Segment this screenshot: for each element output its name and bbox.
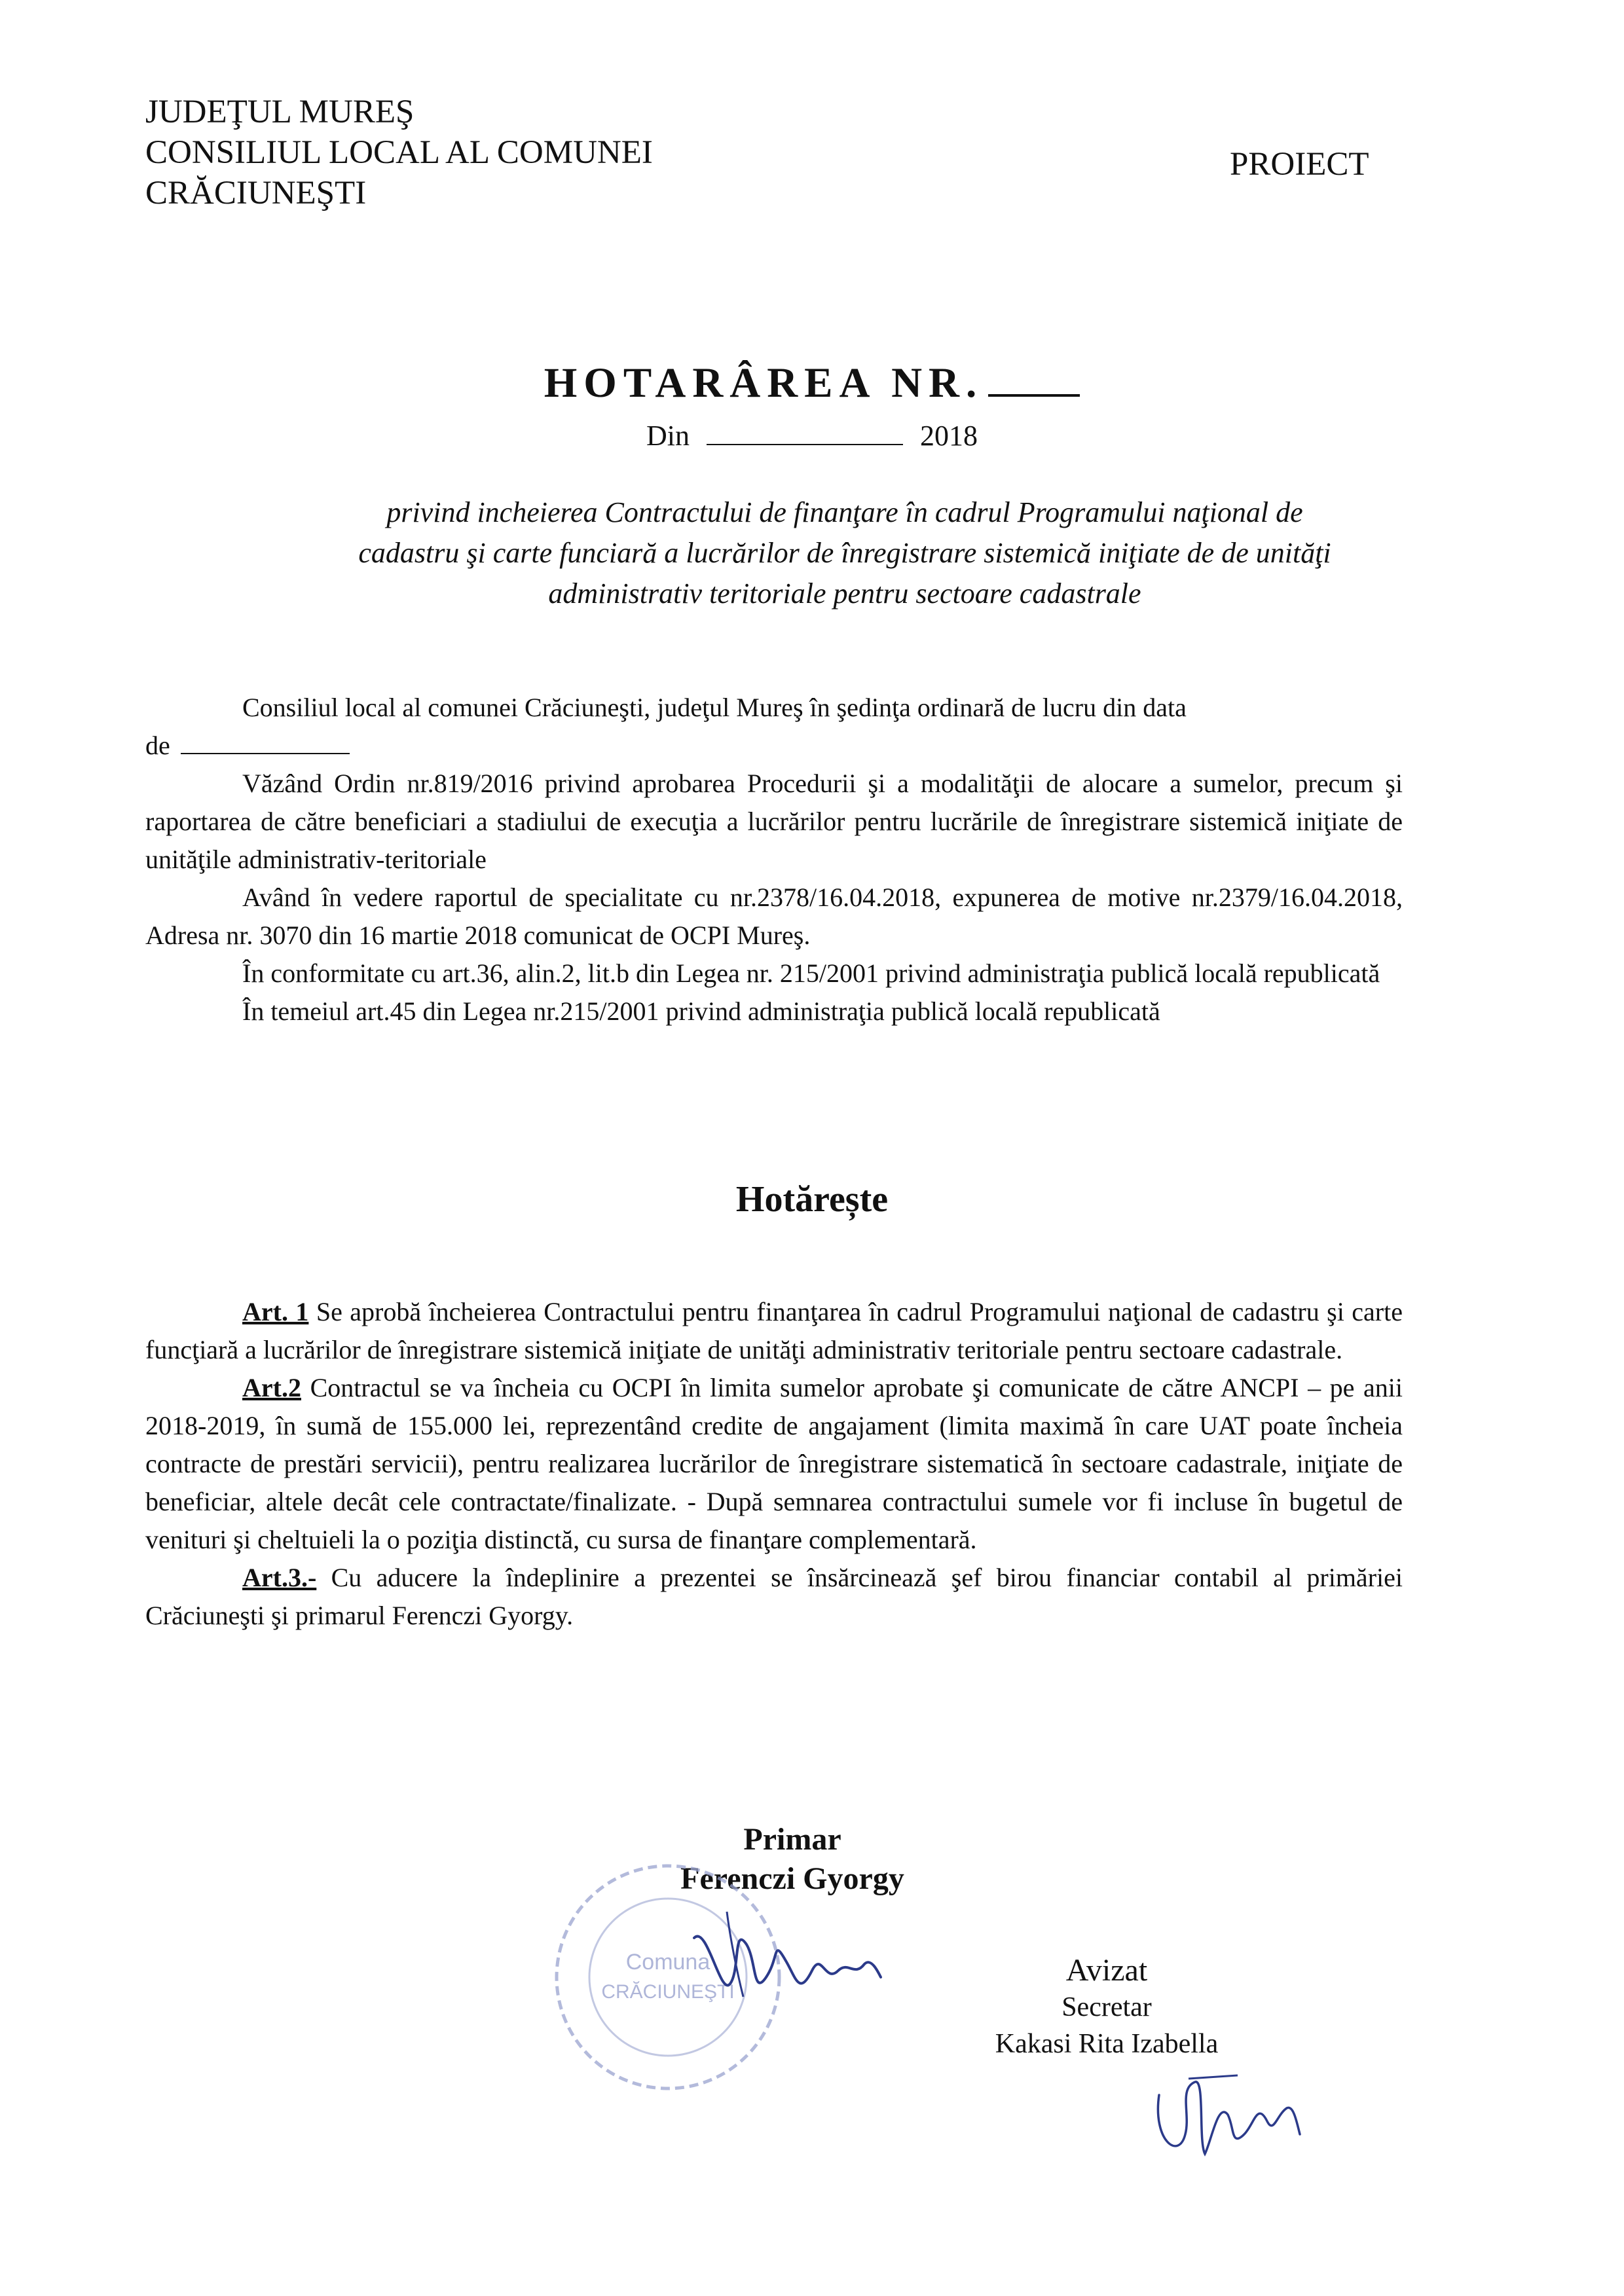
- mayor-name: Ferenczi Gyorgy: [680, 1861, 904, 1896]
- date-blank: [707, 420, 903, 445]
- article-label: Art.3.-: [242, 1563, 317, 1592]
- preamble: [145, 689, 1403, 1030]
- approved-label: Avizat: [1065, 1953, 1148, 1988]
- article-text: Cu aducere la îndeplinire a prezentei se însărcinează şef birou financiar contabil al primăriei Crăciuneşti şi primarul Ferenczi Gyorgy.: [145, 1563, 1403, 1630]
- council-name: CONSILIUL LOCAL AL COMUNEI: [145, 134, 653, 171]
- secretary-signature: [1139, 2062, 1310, 2174]
- preamble-de: de: [145, 731, 170, 760]
- date-label: Din: [646, 420, 690, 452]
- svg-text:CRĂCIUNEŞTI: CRĂCIUNEŞTI: [601, 1981, 735, 2003]
- secretary-signature-block: [943, 1952, 1270, 2062]
- article-1: [145, 1293, 1403, 1369]
- decision-subject: [282, 492, 1408, 614]
- date-year: 2018: [920, 420, 978, 452]
- preamble-basis: În temeiul art.45 din Legea nr.215/2001 privind administraţia publică locală republicată: [242, 996, 1160, 1026]
- article-3: [145, 1559, 1403, 1635]
- svg-text:Comuna: Comuna: [625, 1950, 710, 1975]
- session-date-blank: [181, 732, 350, 754]
- article-2: [145, 1369, 1403, 1559]
- number-blank: [988, 360, 1080, 397]
- commune-name: CRĂCIUNEŞTI: [145, 175, 367, 211]
- decision-heading: Hotărește: [735, 1179, 889, 1220]
- decision-title-text: HOTARÂREA NR.: [544, 359, 984, 407]
- preamble-report: Având în vedere raportul de specialitate cu nr.2378/16.04.2018, expunerea de motive nr.2379/16.04.2018, Adresa nr. 3070 din 16 martie 2018 comunicat de OCPI Mureş.: [145, 883, 1403, 950]
- subject-line: privind incheierea Contractului de finanţare în cadrul Programului naţional de: [386, 496, 1303, 528]
- article-text: Se aprobă încheierea Contractului pentru finanţarea în cadrul Programului naţional de cadastru şi carte funcţiară a lucrărilor de înregistrare sistemică iniţiate de unităţi administrativ teritoriale pentru sectoare cadastrale.: [145, 1297, 1403, 1364]
- article-label: Art.2: [242, 1373, 301, 1402]
- decision-title: [0, 359, 1624, 408]
- preamble-conformity: În conformitate cu art.36, alin.2, lit.b din Legea nr. 215/2001 privind administraţia publică locală republicată: [242, 958, 1380, 988]
- subject-line: administrativ teritoriale pentru sectoare cadastrale: [548, 577, 1141, 610]
- preamble-session-cont: [145, 727, 1403, 765]
- date-line: [0, 419, 1624, 452]
- article-label: Art. 1: [242, 1297, 309, 1326]
- mayor-title: Primar: [743, 1822, 841, 1857]
- article-text: Contractul se va încheia cu OCPI în limita sumelor aprobate şi comunicate de către ANCPI – pe anii 2018-2019, în sumă de 155.000 lei, reprezentând credite de angajament (limita maximă în care UAT poate încheia contracte de prestări servicii), pentru realizarea lucrărilor de înregistrare sistematică în sectoare cadastrale, iniţiate de beneficiar, altele decât cele contractate/finalizate. - După semnarea contractului sumele vor fi incluse în bugetul de venituri şi cheltuieli la o poziţia distinctă, cu sursa de finanţare complementară.: [145, 1373, 1403, 1554]
- secretary-name: Kakasi Rita Izabella: [995, 2029, 1219, 2059]
- preamble-order: Văzând Ordin nr.819/2016 privind aprobarea Procedurii şi a modalităţii de alocare a sumelor, precum şi raportarea de către beneficiari a stadiului de execuţia a lucrărilor pentru lucrările de înregistrare sistemică iniţiate de unităţile administrativ-teritoriale: [145, 769, 1403, 874]
- subject-line: cadastru şi carte funciară a lucrărilor de înregistrare sistemică iniţiate de de unităţi: [358, 537, 1331, 569]
- preamble-session: Consiliul local al comunei Crăciuneşti, judeţul Mureş în şedinţa ordinară de lucru din data: [242, 693, 1187, 722]
- issuer-header: [145, 92, 653, 213]
- county-name: JUDEŢUL MUREŞ: [145, 94, 415, 130]
- mayor-signature: [681, 1899, 891, 2030]
- draft-label: PROIECT: [1230, 146, 1369, 183]
- secretary-title: Secretar: [1061, 1992, 1152, 2022]
- articles: [145, 1293, 1403, 1635]
